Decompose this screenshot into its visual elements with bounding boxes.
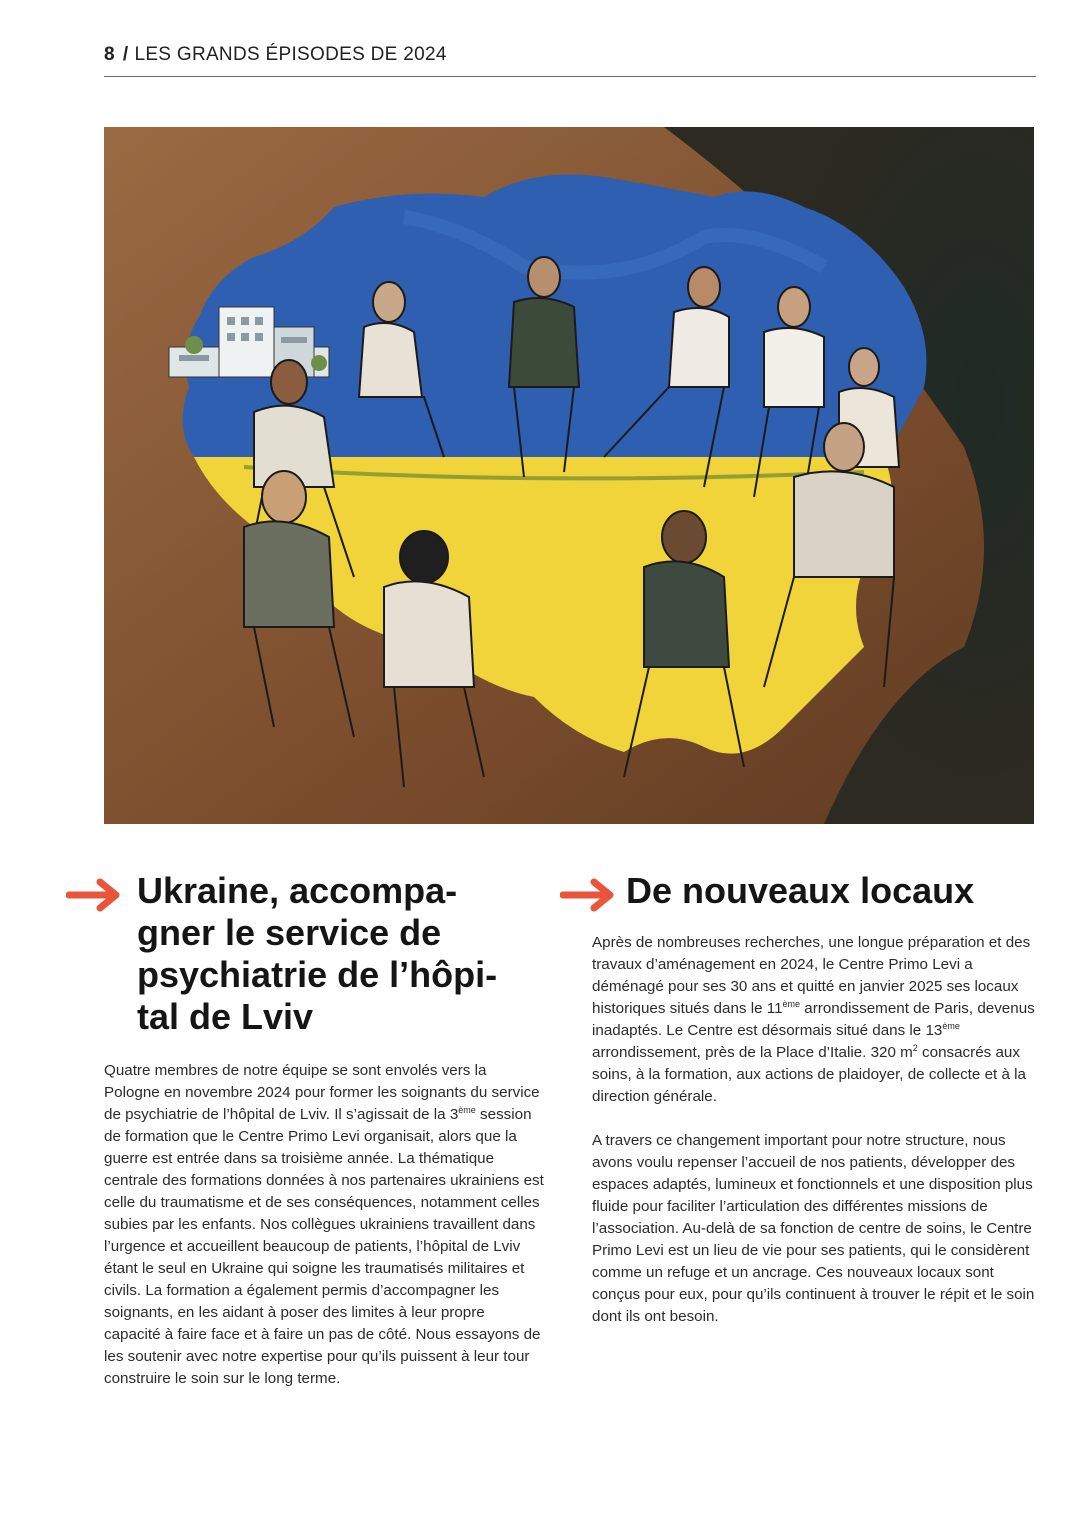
right-article-title: De nouveaux locaux xyxy=(626,870,975,911)
left-title-line-2: gner le service de xyxy=(137,912,442,953)
left-body-sup: ème xyxy=(458,1104,476,1115)
arrow-right-icon xyxy=(66,878,124,912)
illustration-canvas xyxy=(104,127,1034,824)
section-title: LES GRANDS ÉPISODES DE 2024 xyxy=(134,44,447,65)
right-p1-sup-1: ème xyxy=(782,998,801,1009)
left-body-part-1: Quatre membres de notre équipe se sont envolés vers la Pologne en novembre 2024 pour former les soignants du service de psychiatrie de l’hôpital de Lviv. Il s’agissait de la 3 xyxy=(104,1062,540,1123)
right-p1-sup-3: 2 xyxy=(912,1042,918,1053)
left-article-body xyxy=(104,1060,544,1390)
right-p1-sup-2: ème xyxy=(942,1020,960,1031)
left-title-line-1: Ukraine, accompa- xyxy=(137,870,458,911)
arrow-right-icon xyxy=(560,878,618,912)
right-p1-part-3: arrondissement, près de la Place d’Italie. 320 m xyxy=(592,1044,913,1061)
right-p1-part-1: Après de nombreuses recherches, une longue préparation et des travaux d’aménagement en 2024, le Centre Primo Levi a déménagé pour ses 30 ans et quitté en janvier 2025 ses locaux historiques situés dans le 11 xyxy=(592,934,1031,1017)
right-article-paragraph-2: A travers ce changement important pour notre structure, nous avons voulu repenser l’accueil de nos patients, développer des espaces adaptés, lumineux et fonctionnels et une disposition plus fluide pour faciliter l’articulation des différentes missions de l’association. Au-delà de sa fonction de centre de soins, le Centre Primo Levi est un lieu de vie pour ses patients, qui le considèrent comme un refuge et un ancrage. Ces nouveaux locaux sont conçus pour eux, pour qu’ils continuent à trouver le répit et le soin dont ils ont besoin. xyxy=(592,1132,1035,1325)
right-p1-part-2: arrondissement de Paris, devenus inadaptés. Le Centre est désormais situé dans le 13 xyxy=(592,1000,1035,1039)
left-article-title xyxy=(137,870,507,1038)
page-number: 8 xyxy=(104,44,115,65)
left-body-part-2: session de formation que le Centre Primo Levi organisait, alors que la guerre est entrée dans sa troisième année. La thématique centrale des formations données à nos partenaires ukrainiens est celle du traumatisme et de ses conséquences, notamment celles subies par les enfants. Nos collègues ukrainiens travaillent dans l’urgence et accueillent beaucoup de patients, l’hôpital de Lviv étant le seul en Ukraine qui soigne les traumatisés militaires et civils. La formation a également permis d’accompagner les soignants, en les aidant à poser des limites à leur propre capacité à faire face et à faire un pas de côté. Nous essayons de les soutenir avec notre expertise pour qu’ils puissent à leur tour construire le soin sur le long terme. xyxy=(104,1106,544,1387)
right-article-paragraph-1 xyxy=(592,932,1037,1108)
left-title-line-4: tal de Lviv xyxy=(137,996,314,1037)
running-header xyxy=(104,44,1036,77)
left-title-line-3: psychiatrie de l’hôpi- xyxy=(137,954,498,995)
right-p1-part-4: consacrés aux soins, à la formation, aux actions de plaidoyer, de collecte et à la direction générale. xyxy=(592,1044,1026,1105)
illustration-support-circle-ukraine-map xyxy=(104,127,1034,824)
header-separator: / xyxy=(122,44,129,65)
